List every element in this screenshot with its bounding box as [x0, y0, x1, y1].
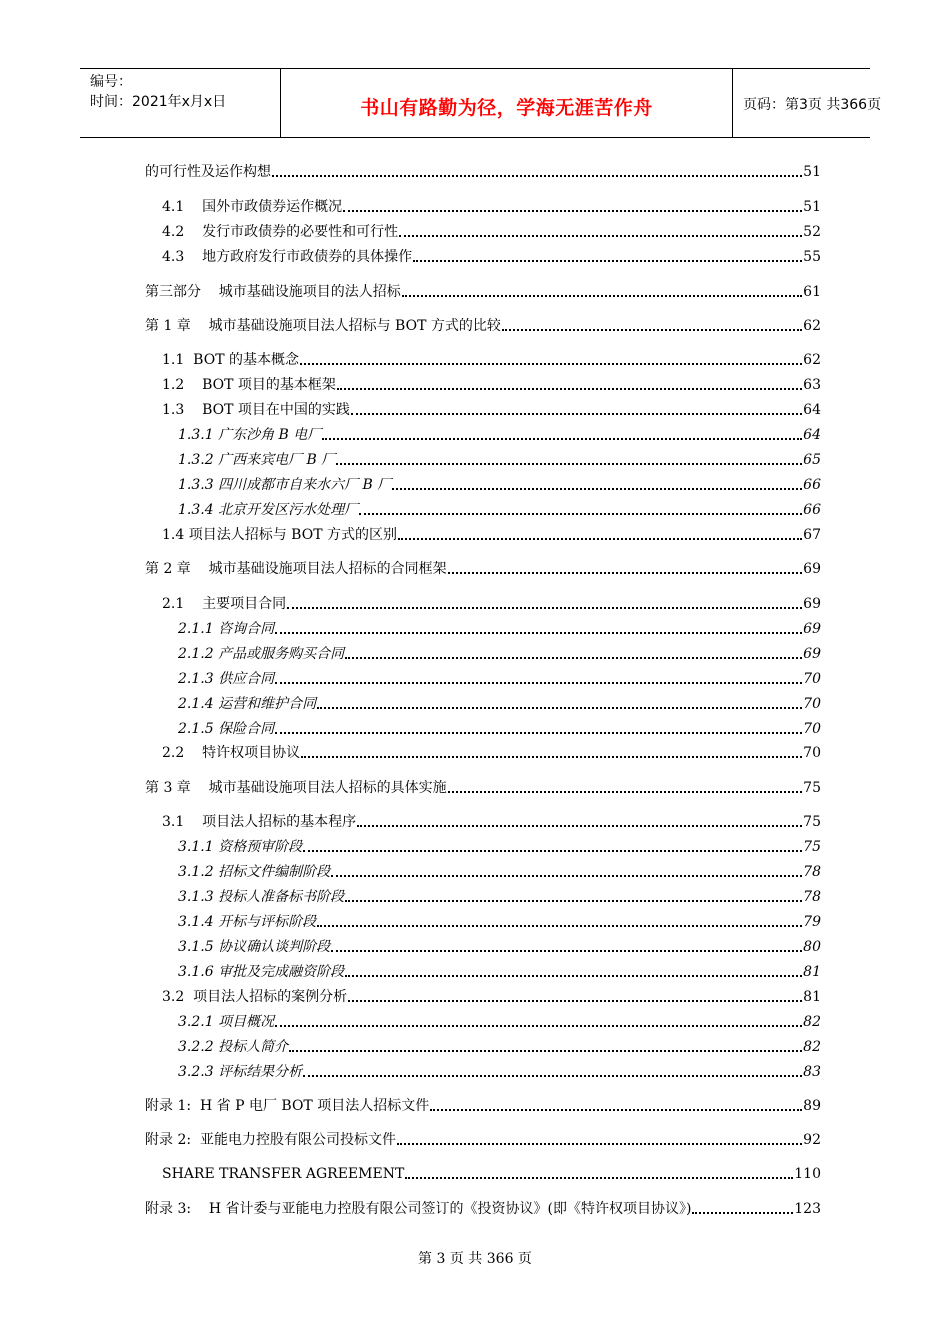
toc-dot-leader	[351, 413, 802, 415]
toc-entry[interactable]	[0, 811, 821, 831]
toc-entry-title: 4.1 国外市政债券运作概况	[162, 199, 343, 215]
toc-dot-leader	[275, 632, 802, 634]
toc-dot-leader	[397, 1143, 802, 1145]
toc-entry[interactable]	[0, 1061, 821, 1081]
toc-entry-title: 第 2 章 城市基础设施项目法人招标的合同框架	[145, 561, 447, 577]
toc-dot-leader	[331, 875, 802, 877]
toc-entry-page: 64	[803, 402, 821, 418]
toc-dot-leader	[331, 950, 802, 952]
toc-entry-title: 2.1.2 产品或服务购买合同	[178, 646, 345, 662]
toc-entry-page: 70	[803, 721, 821, 737]
toc-entry[interactable]	[0, 1036, 821, 1056]
toc-entry[interactable]	[0, 246, 821, 266]
toc-entry-title: 2.1 主要项目合同	[162, 596, 287, 612]
toc-entry[interactable]	[0, 618, 821, 638]
toc-entry-title: 2.1.3 供应合同	[178, 671, 275, 687]
toc-entry-page: 83	[803, 1064, 821, 1080]
toc-entry-page: 55	[803, 249, 821, 265]
toc-entry-page: 80	[803, 939, 821, 955]
toc-entry[interactable]	[0, 911, 821, 931]
toc-dot-leader	[275, 1025, 802, 1027]
toc-dot-leader	[287, 607, 802, 609]
toc-dot-leader	[413, 260, 802, 262]
toc-dot-leader	[317, 707, 802, 709]
toc-entry[interactable]	[0, 374, 821, 394]
toc-dot-leader	[348, 1000, 802, 1002]
toc-entry-title: 3.2.2 投标人简介	[178, 1039, 289, 1055]
toc-entry[interactable]	[0, 668, 821, 688]
toc-entry-page: 81	[803, 964, 821, 980]
header-motto: 书山有路勤为径，学海无涯苦作舟	[360, 97, 653, 119]
toc-entry-page: 62	[803, 318, 821, 334]
toc-entry[interactable]	[0, 1163, 821, 1183]
toc-entry[interactable]	[0, 718, 821, 738]
toc-entry-page: 82	[803, 1039, 821, 1055]
toc-entry-page: 69	[803, 561, 821, 577]
toc-entry[interactable]	[0, 161, 821, 181]
toc-entry-page: 82	[803, 1014, 821, 1030]
toc-entry-page: 70	[803, 745, 821, 761]
toc-entry-title: 1.4 项目法人招标与 BOT 方式的区别	[162, 527, 397, 543]
toc-entry-title: 第 3 章 城市基础设施项目法人招标的具体实施	[145, 780, 447, 796]
toc-dot-leader	[448, 791, 803, 793]
toc-dot-leader	[345, 900, 802, 902]
toc-entry[interactable]	[0, 474, 821, 494]
toc-dot-leader	[398, 538, 802, 540]
toc-entry-page: 66	[803, 477, 821, 493]
toc-entry-page: 89	[803, 1098, 821, 1114]
toc-entry-page: 61	[803, 284, 821, 300]
toc-entry[interactable]	[0, 499, 821, 519]
toc-dot-leader	[303, 1075, 802, 1077]
toc-entry[interactable]	[0, 281, 821, 301]
toc-dot-leader	[345, 975, 802, 977]
toc-entry-page: 63	[803, 377, 821, 393]
toc-dot-leader	[317, 925, 802, 927]
toc-entry-title: 附录 3: H 省计委与亚能电力控股有限公司签订的《投资协议》(即《特许权项目协议》)	[145, 1201, 692, 1217]
toc-entry-title: 3.2.3 评标结果分析	[178, 1064, 303, 1080]
toc-entry-page: 78	[803, 864, 821, 880]
toc-entry[interactable]	[0, 593, 821, 613]
toc-entry-page: 69	[803, 596, 821, 612]
toc-entry-title: 第 1 章 城市基础设施项目法人招标与 BOT 方式的比较	[145, 318, 501, 334]
toc-entry-title: 1.3.2 广西来宾电厂 B 厂	[178, 452, 336, 468]
toc-dot-leader	[343, 210, 802, 212]
toc-entry-page: 69	[803, 621, 821, 637]
toc-entry-title: SHARE TRANSFER AGREEMENT	[162, 1166, 405, 1182]
toc-entry-title: 3.2 项目法人招标的案例分析	[162, 989, 348, 1005]
toc-dot-leader	[289, 1050, 802, 1052]
toc-dot-leader	[345, 657, 802, 659]
toc-entry[interactable]	[0, 399, 821, 419]
toc-dot-leader	[502, 329, 802, 331]
toc-entry-page: 81	[803, 989, 821, 1005]
toc-entry-title: 4.3 地方政府发行市政债券的具体操作	[162, 249, 413, 265]
toc-entry-title: 1.2 BOT 项目的基本框架	[162, 377, 336, 393]
toc-dot-leader	[336, 463, 802, 465]
toc-entry-page: 64	[803, 427, 821, 443]
toc-entry[interactable]	[0, 742, 821, 762]
toc-dot-leader	[359, 513, 802, 515]
header-page-info: 页码：第3页 共366页	[743, 97, 882, 113]
toc-entry-title: 2.2 特许权项目协议	[162, 745, 301, 761]
toc-entry-title: 3.1.5 协议确认谈判阶段	[178, 939, 331, 955]
toc-entry-page: 51	[803, 164, 821, 180]
toc-entry[interactable]	[0, 524, 821, 544]
toc-dot-leader	[430, 1109, 802, 1111]
toc-entry-page: 62	[803, 352, 821, 368]
toc-entry[interactable]	[0, 961, 821, 981]
toc-entry[interactable]	[0, 1129, 821, 1149]
toc-entry-title: 3.1.6 审批及完成融资阶段	[178, 964, 345, 980]
toc-entry-page: 67	[803, 527, 821, 543]
toc-dot-leader	[357, 825, 802, 827]
toc-entry-title: 3.1.2 招标文件编制阶段	[178, 864, 331, 880]
toc-entry[interactable]	[0, 196, 821, 216]
toc-entry-title: 2.1.4 运营和维护合同	[178, 696, 317, 712]
toc-entry[interactable]	[0, 836, 821, 856]
toc-dot-leader	[272, 175, 802, 177]
toc-entry-page: 65	[803, 452, 821, 468]
toc-entry[interactable]	[0, 777, 821, 797]
toc-dot-leader	[399, 235, 802, 237]
toc-entry[interactable]	[0, 936, 821, 956]
toc-dot-leader	[303, 850, 802, 852]
toc-entry-page: 79	[803, 914, 821, 930]
toc-entry-page: 75	[803, 814, 821, 830]
toc-entry-title: 4.2 发行市政债券的必要性和可行性	[162, 224, 399, 240]
toc-dot-leader	[301, 756, 802, 758]
toc-entry-title: 1.3.1 广东沙角 B 电厂	[178, 427, 322, 443]
toc-entry-page: 70	[803, 671, 821, 687]
toc-entry[interactable]	[0, 1198, 821, 1218]
toc-entry-page: 75	[803, 839, 821, 855]
toc-entry-title: 附录 1: H 省 P 电厂 BOT 项目法人招标文件	[145, 1098, 430, 1114]
doc-number-label: 编号：	[90, 74, 132, 90]
toc-entry-page: 52	[803, 224, 821, 240]
toc-entry-page: 70	[803, 696, 821, 712]
doc-date-label: 时间：2021年x月x日	[90, 94, 227, 110]
toc-entry-page: 75	[803, 780, 821, 796]
toc-dot-leader	[337, 388, 802, 390]
toc-entry-title: 3.1.3 投标人准备标书阶段	[178, 889, 345, 905]
toc-dot-leader	[405, 1177, 793, 1179]
toc-entry-title: 1.3.4 北京开发区污水处理厂	[178, 502, 359, 518]
toc-entry[interactable]	[0, 424, 821, 444]
toc-entry-page: 78	[803, 889, 821, 905]
toc-entry-title: 3.2.1 项目概况	[178, 1014, 275, 1030]
toc-dot-leader	[275, 682, 802, 684]
toc-entry-title: 3.1 项目法人招标的基本程序	[162, 814, 357, 830]
toc-entry[interactable]	[0, 221, 821, 241]
toc-entry-page: 110	[794, 1166, 821, 1182]
toc-dot-leader	[300, 363, 802, 365]
toc-entry[interactable]	[0, 986, 821, 1006]
toc-entry-title: 3.1.1 资格预审阶段	[178, 839, 303, 855]
toc-entry-page: 123	[794, 1201, 821, 1217]
toc-entry-title: 第三部分 城市基础设施项目的法人招标	[145, 284, 401, 300]
toc-entry-title: 2.1.5 保险合同	[178, 721, 275, 737]
toc-entry-title: 2.1.1 咨询合同	[178, 621, 275, 637]
toc-entry[interactable]	[0, 349, 821, 369]
toc-entry[interactable]	[0, 315, 821, 335]
page-footer: 第 3 页 共 366 页	[418, 1251, 532, 1267]
toc-entry[interactable]	[0, 1011, 821, 1031]
toc-entry[interactable]	[0, 886, 821, 906]
toc-entry-page: 51	[803, 199, 821, 215]
toc-dot-leader	[692, 1212, 793, 1214]
toc-entry[interactable]	[0, 1095, 821, 1115]
toc-entry-title: 1.3.3 四川成都市自来水六厂 B 厂	[178, 477, 392, 493]
toc-entry-title: 的可行性及运作构想	[145, 164, 271, 180]
toc-dot-leader	[392, 488, 802, 490]
toc-entry-page: 69	[803, 646, 821, 662]
toc-entry[interactable]	[0, 693, 821, 713]
toc-dot-leader	[402, 295, 802, 297]
toc-entry[interactable]	[0, 643, 821, 663]
toc-entry-title: 3.1.4 开标与评标阶段	[178, 914, 317, 930]
toc-entry-title: 1.3 BOT 项目在中国的实践	[162, 402, 350, 418]
toc-entry[interactable]	[0, 449, 821, 469]
toc-entry-page: 92	[803, 1132, 821, 1148]
toc-entry-page: 66	[803, 502, 821, 518]
toc-entry-title: 1.1 BOT 的基本概念	[162, 352, 299, 368]
toc-entry[interactable]	[0, 861, 821, 881]
toc-dot-leader	[448, 572, 803, 574]
toc-dot-leader	[275, 732, 802, 734]
toc-dot-leader	[322, 438, 802, 440]
toc-entry[interactable]	[0, 558, 821, 578]
toc-entry-title: 附录 2: 亚能电力控股有限公司投标文件	[145, 1132, 396, 1148]
